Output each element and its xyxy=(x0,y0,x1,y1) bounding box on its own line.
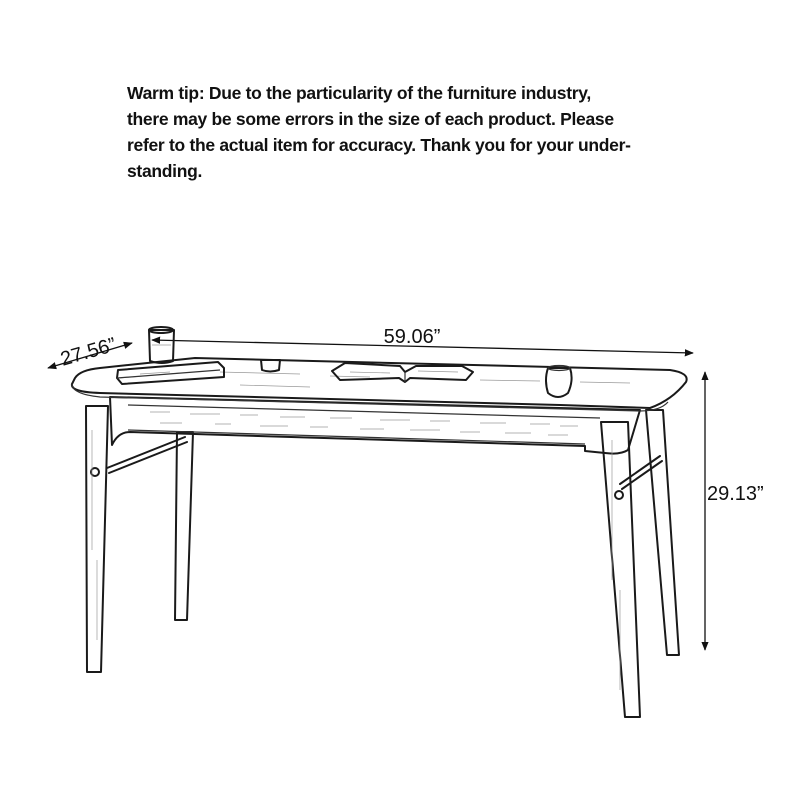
stretchers xyxy=(107,437,662,489)
front-legs xyxy=(86,406,640,717)
vase-icon xyxy=(546,366,572,398)
height-dimension xyxy=(705,372,764,650)
height-label: 29.13” xyxy=(707,483,764,505)
cup-icon xyxy=(149,327,174,363)
tip-line-1: Warm tip: Due to the particularity of the furniture industry, xyxy=(127,83,591,103)
tip-line-3: refer to the actual item for accuracy. Thank you for your under- xyxy=(127,135,631,155)
width-dimension xyxy=(152,326,693,353)
width-label: 59.06” xyxy=(383,326,441,348)
small-vase-icon xyxy=(261,360,280,372)
tip-line-4: standing. xyxy=(127,161,203,181)
tip-line-2: there may be some errors in the size of each product. Please xyxy=(127,109,614,129)
depth-label: 27.56” xyxy=(58,333,119,371)
open-book-icon xyxy=(332,363,473,382)
